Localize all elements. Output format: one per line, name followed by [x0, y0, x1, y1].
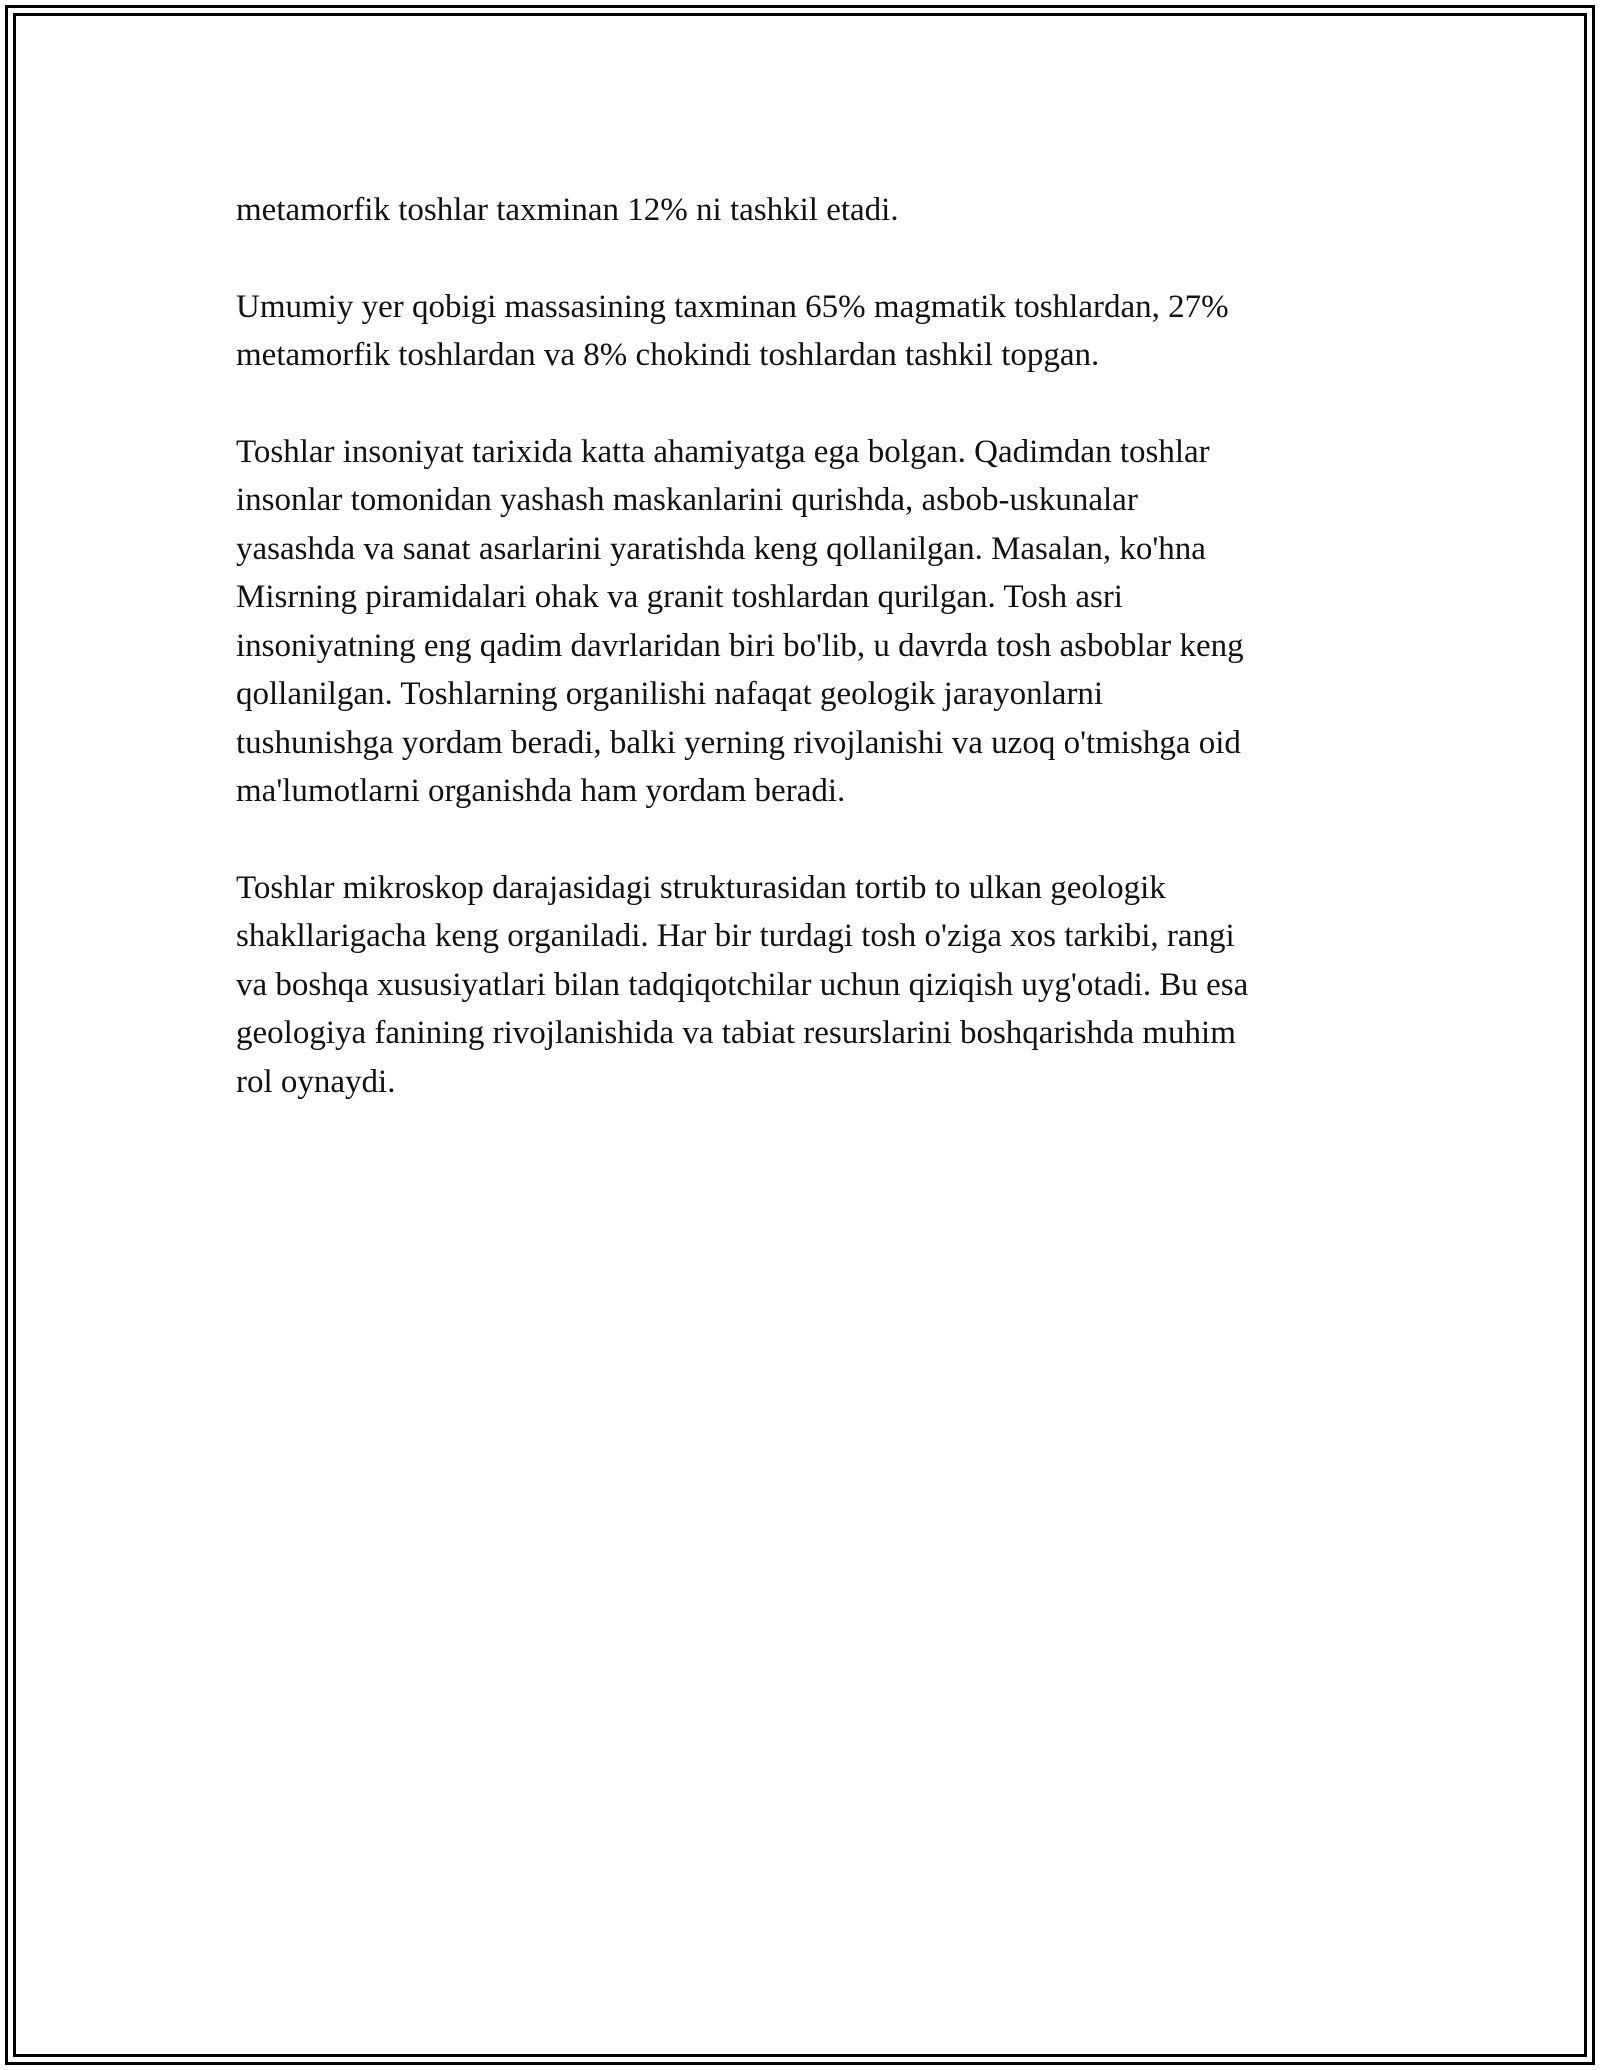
document-body	[236, 186, 1376, 1154]
paragraph-2: Umumiy yer qobigi massasining taxminan 65% magmatik toshlardan, 27% metamorfik toshlardan va 8% chokindi toshlardan tashkil topgan.	[236, 288, 1229, 373]
paragraph-3: Toshlar insoniyat tarixida katta ahamiyatga ega bolgan. Qadimdan toshlar insonlar tomonidan yashash maskanlarini qurishda, asbob-uskunalar yasashda va sanat asarlarini yaratishda keng qollanilgan. Masalan, ko'hna Misrning piramidalari ohak va granit toshlardan qurilgan. Tosh asri insoniyatning eng qadim davrlaridan biri bo'lib, u davrda tosh asboblar keng qollanilgan. Toshlarning organilishi nafaqat geologik jarayonlarni tushunishga yordam beradi, balki yerning rivojlanishi va uzoq o'tmishga oid ma'lumotlarni organishda ham yordam beradi.	[236, 433, 1244, 809]
paragraph-4: Toshlar mikroskop darajasidagi strukturasidan tortib to ulkan geologik shakllarigacha keng organiladi. Har bir turdagi tosh o'ziga xos tarkibi, rangi va boshqa xususiyatlari bilan tadqiqotchilar uchun qiziqish uyg'otadi. Bu esa geologiya fanining rivojlanishida va tabiat resurslarini boshqarishda muhim rol oynaydi.	[236, 869, 1249, 1100]
paragraph-1: metamorfik toshlar taxminan 12% ni tashkil etadi.	[236, 192, 899, 228]
